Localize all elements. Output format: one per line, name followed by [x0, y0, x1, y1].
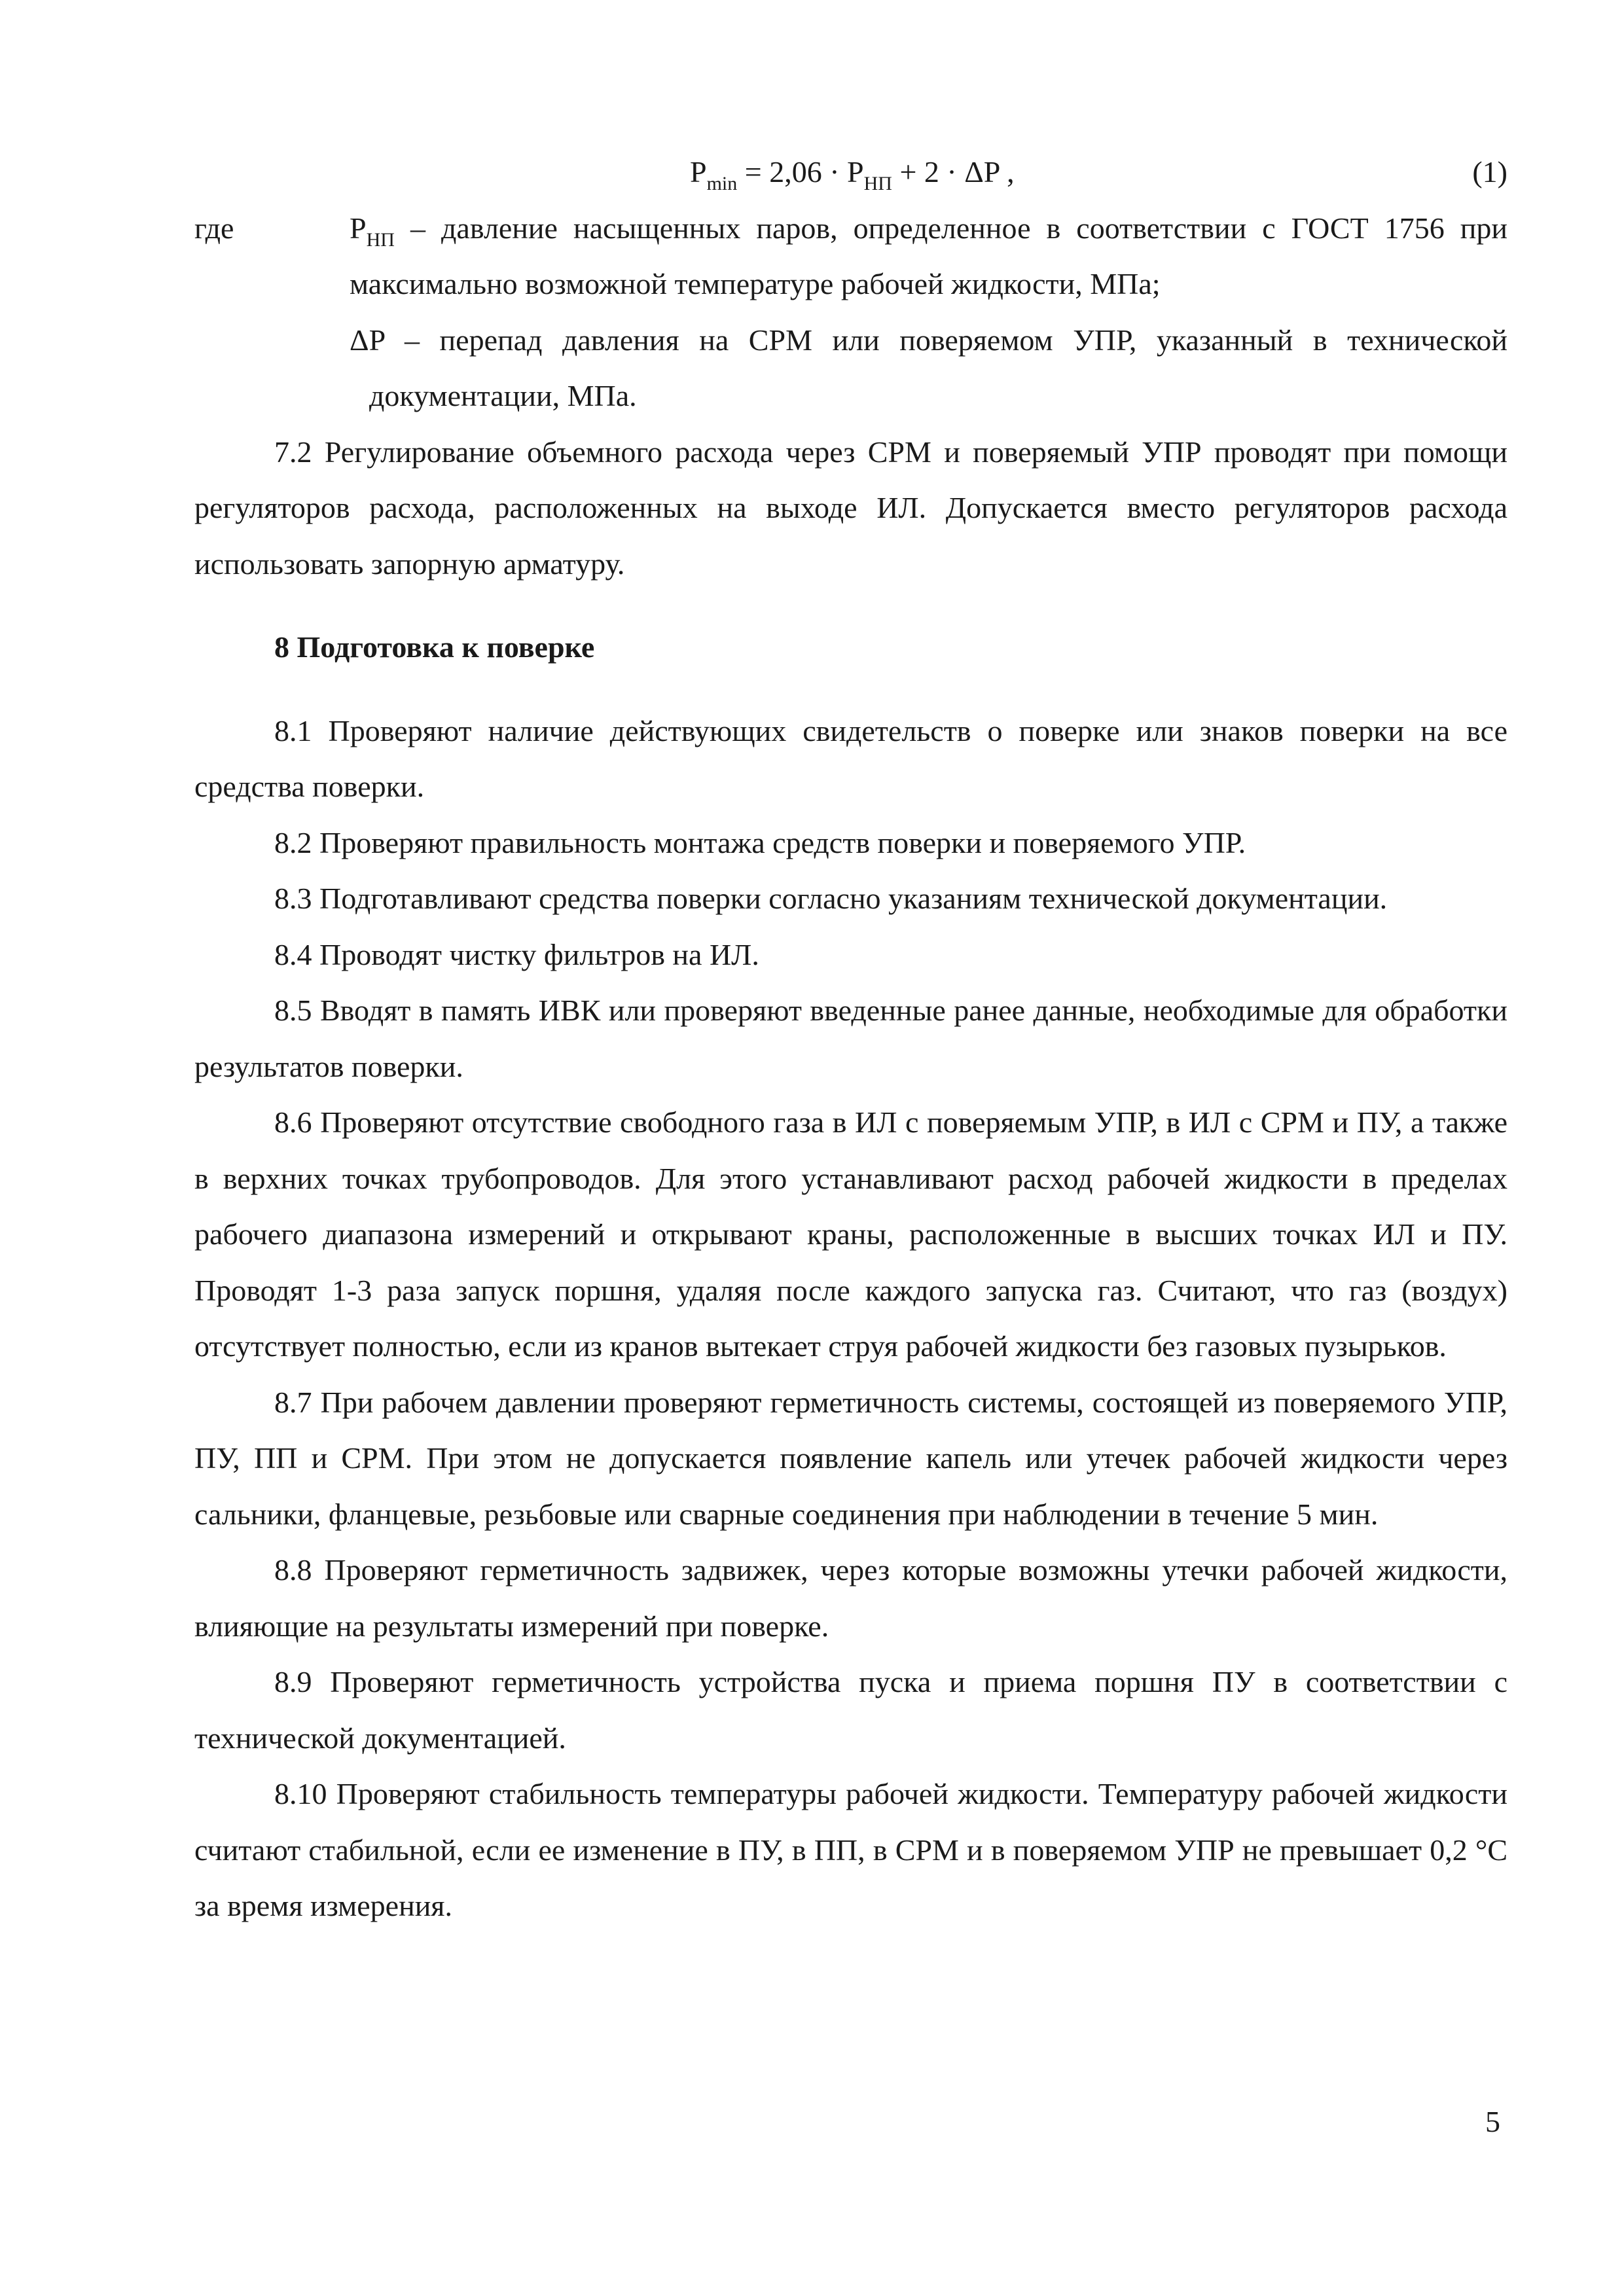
formula-1: [194, 144, 1507, 200]
paragraph-7-2: 7.2 Регулирование объемного расхода через СРМ и поверяемый УПР проводят при помощи регуляторов расхода, расположенных на выходе ИЛ. Допускается вместо регуляторов расхода использовать запорную арматуру.: [194, 435, 1507, 581]
formula-expression: [690, 144, 1015, 200]
paragraph-8-6: 8.6 Проверяют отсутствие свободного газа в ИЛ с поверяемым УПР, в ИЛ с СРМ и ПУ, а также в верхних точках трубопроводов. Для этого устанавливают расход рабочей жидкости в пределах рабочего диапазона измерений и открывают краны, расположенные в высших точках ИЛ и ПУ. Проводят 1-3 раза запуск поршня, удаляя после каждого запуска газ. Считают, что газ (воздух) отсутствует полностью, если из кранов вытекает струя рабочей жидкости без газовых пузырьков.: [194, 1105, 1507, 1363]
formula-rhs-part1: = 2,06 · P: [737, 155, 864, 188]
where-block: [194, 200, 1507, 312]
formula-number: (1): [1472, 155, 1507, 188]
formula-lhs-subscript: min: [706, 173, 738, 194]
paragraph-8-9: 8.9 Проверяют герметичность устройства пуска и приема поршня ПУ в соответствии с технической документацией.: [194, 1665, 1507, 1755]
formula-rhs-subscript: НП: [863, 173, 892, 194]
paragraph-8-8: 8.8 Проверяют герметичность задвижек, через которые возможны утечки рабочей жидкости, влияющие на результаты измерений при поверке.: [194, 1553, 1507, 1643]
where-def2: ΔP – перепад давления на СРМ или поверяемом УПР, указанный в технической документации, МПа.: [350, 323, 1507, 412]
document-page: [194, 144, 1507, 1934]
formula-rhs-part2: + 2 · ΔP ,: [892, 155, 1015, 188]
paragraph-8-3: 8.3 Подготавливают средства поверки согласно указаниям технической документации.: [274, 882, 1388, 915]
where-def1-subscript: НП: [366, 228, 395, 251]
paragraph-8-5: 8.5 Вводят в память ИВК или проверяют введенные ранее данные, необходимые для обработки результатов поверки.: [194, 994, 1507, 1083]
paragraph-8-10: 8.10 Проверяют стабильность температуры рабочей жидкости. Температуру рабочей жидкости считают стабильной, если ее изменение в ПУ, в ПП, в СРМ и в поверяемом УПР не превышает 0,2 °С за время измерения.: [194, 1777, 1507, 1922]
where-def1-text: – давление насыщенных паров, определенное в соответствии с ГОСТ 1756 при максимально возможной температуре рабочей жидкости, МПа;: [350, 211, 1507, 300]
where-label: где: [194, 211, 234, 245]
paragraph-8-7: 8.7 При рабочем давлении проверяют герметичность системы, состоящей из поверяемого УПР, ПУ, ПП и СРМ. При этом не допускается появление капель или утечек рабочей жидкости через сальники, фланцевые, резьбовые или сварные соединения при наблюдении в течение 5 мин.: [194, 1385, 1507, 1531]
paragraph-8-4: 8.4 Проводят чистку фильтров на ИЛ.: [274, 937, 759, 971]
section-title: 8 Подготовка к поверке: [274, 630, 595, 664]
page-number: 5: [1485, 2105, 1500, 2138]
paragraph-8-2: 8.2 Проверяют правильность монтажа средств поверки и поверяемого УПР.: [274, 825, 1246, 859]
formula-lhs: P: [690, 155, 707, 188]
where-def1-symbol: P: [350, 211, 367, 245]
paragraph-8-1: 8.1 Проверяют наличие действующих свидетельств о поверке или знаков поверки на все средства поверки.: [194, 713, 1507, 803]
